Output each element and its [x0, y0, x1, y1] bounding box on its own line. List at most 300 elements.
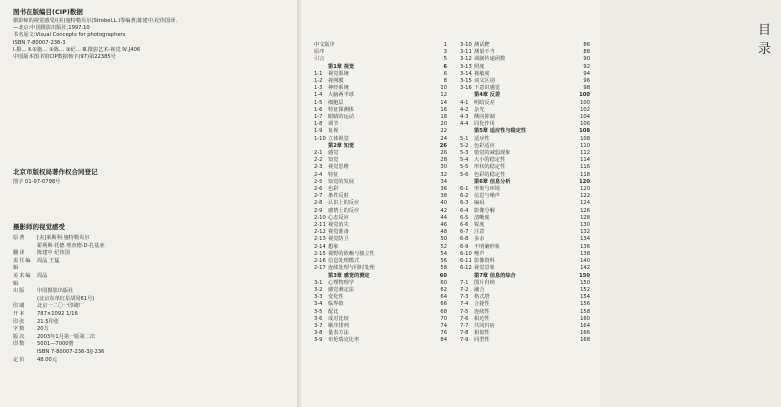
toc-entry [314, 236, 447, 243]
toc-entry [314, 49, 447, 56]
toc-page-number: 54 [440, 250, 447, 257]
toc-entry-title: 眼睛的运动 [328, 114, 354, 121]
toc-entry-title: 立体视觉 [328, 135, 349, 142]
toc-chapter [314, 64, 447, 71]
toc-number: 7-5 [460, 308, 469, 315]
colophon-label: 开本 [13, 310, 26, 317]
toc-page-number: 96 [583, 78, 590, 85]
toc-page-number: 134 [580, 236, 590, 243]
toc-entry-title: 第4章 反差 [474, 92, 501, 99]
toc-entry-title: 错觉的减弱现象 [474, 150, 511, 157]
toc-number: 3-9 [314, 337, 323, 344]
colophon-value: 陈建中 纪伟国 [37, 250, 70, 257]
toc-number: 7-4 [460, 301, 469, 308]
toc-entry [460, 164, 590, 171]
toc-entry-title: 量表方法 [328, 330, 349, 337]
toc-page-number: 100 [579, 92, 590, 99]
toc-entry-title: 条件反射 [328, 193, 349, 200]
colophon-value: ISBN 7-80007-236-3/J·236 [37, 348, 105, 355]
colophon-row [13, 311, 263, 319]
toc-page-number: 20 [440, 121, 447, 128]
toc-page-number: 150 [580, 279, 590, 286]
toc-entry-title: 临界值 [328, 301, 344, 308]
toc-entry-title: 同化作用 [474, 121, 495, 128]
toc-page-number: 28 [440, 157, 447, 164]
toc-number: 1-3 [314, 85, 323, 92]
toc-entry-title: 杂光 [474, 106, 485, 113]
toc-entry-title: 特征 [328, 171, 339, 178]
toc-number: 2-7 [314, 193, 323, 200]
toc-entry-title: 大脑两半球 [328, 92, 354, 99]
toc-page-number: 26 [439, 142, 447, 149]
toc-entry [460, 251, 590, 258]
page-gutter [297, 0, 303, 407]
toc-page-number: 42 [440, 207, 447, 214]
toc-page-number: 46 [440, 222, 447, 229]
toc-number: 3-15 [460, 78, 472, 85]
toc-page-number: 38 [440, 193, 447, 200]
book-title: 摄影师的视觉感受 [13, 223, 65, 231]
colophon-label: 版次 [13, 333, 26, 340]
toc-page-number: 16 [440, 106, 447, 113]
colophon-value: 21.5印张 [37, 318, 59, 325]
toc-entry-title: 信息与噪声 [474, 193, 500, 200]
toc-page-number: 156 [580, 301, 590, 308]
toc-page-number: 24 [440, 135, 447, 142]
toc-entry-title: 视野的依赖与独立性 [328, 250, 375, 257]
cip-line: ISBN 7-80007-236-3 [13, 39, 66, 46]
colophon-row [13, 319, 263, 327]
toc-number: 3-10 [460, 42, 472, 48]
toc-number: 3-1 [314, 279, 323, 286]
toc-entry-title: 明暗反差 [474, 99, 495, 106]
toc-page-number: 116 [580, 164, 590, 171]
toc-page-number: 92 [583, 63, 590, 70]
cip-block [13, 18, 288, 61]
toc-entry [460, 107, 590, 114]
toc-page-number: 5 [443, 56, 447, 63]
toc-page-number: 124 [580, 200, 590, 207]
toc-number [460, 273, 474, 280]
toc-number: 2-4 [314, 171, 323, 178]
toc-page-number: 30 [440, 164, 447, 171]
toc-page-number: 66 [440, 301, 447, 308]
toc-entry-title: 感觉测定法 [328, 286, 354, 293]
toc-number: 6-4 [460, 207, 469, 214]
toc-column-right [460, 42, 590, 345]
toc-page-number: 138 [580, 250, 590, 257]
colophon-label: 出版 [13, 288, 26, 295]
toc-entry-title: 相似性 [474, 330, 490, 337]
toc-number [460, 128, 474, 135]
toc-page-number: 12 [440, 92, 447, 99]
toc-page-number: 10 [440, 85, 447, 92]
toc-entry-title: 第5章 适应性与稳定性 [474, 128, 527, 135]
toc-entry-title: 第1章 视觉 [328, 63, 355, 70]
colophon-row [13, 235, 263, 243]
toc-entry-title: 视觉景象 [474, 265, 495, 272]
toc-entry-title: 影像资料 [474, 258, 495, 265]
copyright-page [0, 0, 300, 407]
toc-number: 2-3 [314, 164, 323, 171]
toc-page-number: 52 [440, 243, 447, 250]
cip-line: 书名原文:Visual Concepts for photographers [13, 32, 126, 39]
toc-entry-title: 视觉准备 [328, 229, 349, 236]
toc-entry-title: 图片归纳 [474, 279, 495, 286]
toc-number: 4-1 [460, 99, 469, 106]
toc-entry [314, 107, 447, 114]
toc-number: 2-6 [314, 186, 323, 193]
toc-page-number: 74 [440, 322, 447, 329]
toc-chapter [460, 128, 590, 135]
toc-entry [460, 316, 590, 323]
toc-page-number: 40 [440, 200, 447, 207]
cip-heading: 图书在版编目(CIP)数据 [13, 8, 83, 16]
toc-entry-title: 特征探测体 [328, 106, 354, 113]
toc-number: 2-13 [314, 236, 326, 243]
colophon-value: 中国摄影出版社 [37, 288, 74, 295]
toc-entry [314, 172, 447, 179]
toc-entry-title: 相近性 [474, 315, 490, 322]
toc-entry-title: 适应性 [474, 135, 490, 142]
toc-number: 4-4 [460, 121, 469, 128]
toc-entry-title: 大小的稳定性 [474, 157, 506, 164]
toc-entry-title: 调制传递函数 [474, 56, 506, 63]
toc-entry [314, 208, 447, 215]
toc-page-number: 152 [580, 286, 590, 293]
colophon-block [13, 235, 263, 364]
toc-number: 7-2 [460, 286, 469, 293]
registration-heading: 北京市版权局著作权合同登记 [13, 168, 98, 176]
colophon-label: 原著 [13, 235, 26, 241]
toc-page-number: 68 [440, 308, 447, 315]
toc-number: 5-3 [460, 150, 469, 157]
toc-page-number: 88 [583, 49, 590, 56]
toc-number: 6-9 [460, 243, 469, 250]
toc-chapter [314, 273, 447, 280]
toc-entry-title: 心理物理学 [328, 279, 354, 286]
toc-entry-title: 知觉 [328, 157, 339, 164]
toc-page-number: 140 [580, 258, 590, 265]
colophon-row [13, 250, 263, 258]
toc-entry-title: 第7章 信息的综合 [474, 272, 516, 279]
toc-entry [314, 309, 447, 316]
toc-number: 1-6 [314, 106, 323, 113]
toc-entry-title: 色彩适应 [474, 142, 495, 149]
colophon-value: (北京东单红星胡同61号) [37, 295, 95, 302]
toc-entry-title: 认识上的反应 [328, 200, 360, 207]
toc-entry [314, 71, 447, 78]
colophon-row [13, 258, 263, 273]
toc-number [460, 92, 474, 99]
cip-line: 中国版本图书馆CIP数据核字(97)第22385号 [13, 54, 116, 61]
toc-number: 5-4 [460, 157, 469, 164]
toc-number: 2-17 [314, 265, 326, 272]
toc-entry [460, 337, 590, 344]
toc-entry-title: 第3章 感觉的测定 [328, 272, 370, 279]
toc-page-number: 18 [440, 114, 447, 121]
toc-number: 7-7 [460, 322, 469, 329]
toc-chapter [314, 143, 447, 150]
toc-page-number: 108 [579, 128, 590, 135]
toc-entry [460, 244, 590, 251]
colophon-value: 周晶 王猛 [37, 257, 60, 264]
toc-entry [314, 42, 447, 49]
toc-page-number: 48 [440, 229, 447, 236]
toc-entry-title: 想象 [328, 243, 339, 250]
colophon-label: 字数 [13, 326, 26, 333]
toc-page-number: 164 [580, 322, 590, 329]
toc-entry-title: 心态反应 [328, 214, 349, 221]
toc-entry-title: 视网膜 [328, 78, 344, 85]
toc-entry [314, 164, 447, 171]
toc-number: 2-8 [314, 200, 323, 207]
toc-number: 4-3 [460, 114, 469, 121]
toc-entry-title: 共同归宿 [474, 322, 495, 329]
toc-page-number: 56 [440, 258, 447, 265]
toc-entry-title: 调节 [328, 121, 339, 128]
toc-page-number: 142 [580, 265, 590, 272]
toc-entry [314, 215, 447, 222]
toc-entry [460, 309, 590, 316]
toc-column-left [314, 42, 447, 345]
toc-page-number: 36 [440, 186, 447, 193]
toc-number: 5-2 [460, 142, 469, 149]
toc-entry-title: 编码 [474, 200, 485, 207]
toc-number: 3-5 [314, 308, 323, 315]
toc-page-number: 108 [580, 135, 590, 142]
toc-entry-title: 原序 [314, 49, 325, 56]
colophon-label: 印刷 [13, 303, 26, 310]
toc-entry-title: 视觉系统 [328, 70, 349, 77]
toc-entry-title: 感觉 [328, 150, 339, 157]
toc-number: 1-10 [314, 135, 326, 142]
toc-entry [460, 71, 590, 78]
toc-page-number: 1 [443, 42, 447, 48]
toc-page-number: 106 [580, 121, 590, 128]
toc-entry [460, 236, 590, 243]
toc-chapter [460, 179, 590, 186]
toc-number: 7-8 [460, 330, 469, 337]
cip-line: 摄影师的视觉感受/(美)施特勒贝尔(Strobel,L.)等编著;陈建中,纪伟国译. [13, 18, 178, 24]
toc-entry [314, 265, 447, 272]
toc-entry-title: 照度 [474, 63, 485, 70]
toc-page-number: 168 [580, 337, 590, 344]
toc-number [314, 273, 328, 280]
toc-chapter [460, 273, 590, 280]
toc-entry-title: 注意 [474, 229, 485, 236]
toc-entry [460, 172, 590, 179]
toc-page-number: 32 [440, 171, 447, 178]
toc-number: 3-7 [314, 322, 323, 329]
toc-entry [460, 64, 590, 71]
toc-number: 7-3 [460, 294, 469, 301]
toc-number: 3-13 [460, 63, 472, 70]
toc-page-number: 70 [440, 315, 447, 322]
toc-entry [460, 280, 590, 287]
toc-entry-title: 视觉思维 [328, 164, 349, 171]
colophon-label: 翻译 [13, 250, 26, 257]
toc-entry-title: 信息处理模式 [328, 258, 360, 265]
toc-number: 3-12 [460, 56, 472, 63]
toc-entry-title: 知觉的发展 [328, 178, 354, 185]
toc-page-number: 136 [580, 243, 590, 250]
toc-number: 7-9 [460, 337, 469, 344]
toc-page-number: 126 [580, 207, 590, 214]
toc-number: 3-6 [314, 315, 323, 322]
toc-number: 3-3 [314, 294, 323, 301]
toc-page-number: 120 [580, 186, 590, 193]
toc-page-number: 130 [580, 222, 590, 229]
toc-entry-title: 影像分解 [474, 207, 495, 214]
toc-entry-title: 合拢性 [474, 301, 490, 308]
toc-entry-title: 视觉消失 [328, 222, 349, 229]
toc-entry [460, 208, 590, 215]
toc-number: 1-1 [314, 70, 323, 77]
toc-number: 6-1 [460, 186, 469, 193]
toc-entry-title: 不明确形象 [474, 243, 500, 250]
toc-page-number: 102 [580, 106, 590, 113]
toc-entry-title: 噪声 [474, 250, 485, 257]
toc-entry-title: 中文版序 [314, 42, 335, 48]
toc-number: 5-6 [460, 171, 469, 178]
toc-entry-title: 形状的稳定性 [474, 164, 506, 171]
toc-page-number: 122 [580, 193, 590, 200]
toc-entry [460, 265, 590, 272]
toc-page-number: 44 [440, 214, 447, 221]
toc-number: 7-1 [460, 279, 469, 286]
toc-number: 2-14 [314, 243, 326, 250]
toc-number: 1-8 [314, 121, 323, 128]
cip-line: Ⅰ.摄… Ⅱ.①施… ②陈… ③纪… Ⅲ.摄影艺术-视觉 Ⅳ.J406 [13, 46, 141, 53]
toc-entry-title: 色彩 [328, 186, 339, 193]
toc-entry-title: 清晰度 [474, 214, 490, 221]
toc-number: 3-14 [460, 70, 472, 77]
toc-entry-title: 测量不当 [474, 49, 495, 56]
toc-entry-title: 测试靶 [474, 42, 490, 48]
toc-number: 3-2 [314, 286, 323, 293]
toc-number: 2-1 [314, 150, 323, 157]
toc-page-number: 118 [580, 171, 590, 178]
toc-number: 3-8 [314, 330, 323, 337]
toc-entry [314, 280, 447, 287]
toc-entry-title: 引言 [314, 56, 325, 63]
toc-number [460, 179, 474, 186]
colophon-value: 周晶 [37, 272, 48, 279]
toc-entry-title: 成对比较 [328, 315, 349, 322]
toc-page-number: 150 [579, 272, 590, 279]
toc-number: 6-7 [460, 229, 469, 236]
toc-entry-title: 连续性 [474, 308, 490, 315]
toc-page-number: 100 [580, 99, 590, 106]
toc-entry-title: 锐度 [474, 222, 485, 229]
toc-entry [460, 56, 590, 63]
toc-entry [460, 136, 590, 143]
colophon-row [13, 288, 263, 296]
colophon-value: [美]莱斯利·施特勒贝尔 [37, 235, 90, 241]
toc-entry [314, 200, 447, 207]
toc-number: 2-11 [314, 222, 326, 229]
toc-page-number: 64 [440, 294, 447, 301]
toc-entry-title: 顺序排列 [328, 322, 349, 329]
toc-title: 目录 [758, 23, 781, 57]
colophon-label: 美术编辑 [13, 272, 32, 287]
toc-page-number: 94 [583, 70, 590, 77]
colophon-value: 48.00元 [37, 356, 58, 363]
toc-entry-title: 形象与环境 [474, 186, 500, 193]
cip-line: —北京:中国摄影出版社,1997.10 [13, 25, 90, 32]
toc-page-number: 76 [440, 330, 447, 337]
toc-chapter [460, 92, 590, 99]
colophon-value: 2003年1月第一版第二次 [37, 333, 96, 340]
toc-entry [460, 100, 590, 107]
toc-page-number: 26 [440, 150, 447, 157]
toc-page-number: 62 [440, 286, 447, 293]
toc-page-number: 14 [440, 99, 447, 106]
toc-number: 6-5 [460, 214, 469, 221]
toc-page-number: 8 [443, 78, 447, 85]
colophon-row [13, 341, 263, 349]
toc-number: 4-2 [460, 106, 469, 113]
colophon-label [13, 349, 37, 357]
toc-page-number: 154 [580, 294, 590, 301]
toc-page-number: 128 [580, 214, 590, 221]
toc-page-number: 90 [583, 56, 590, 63]
toc-page-number: 98 [583, 85, 590, 92]
toc-page-number: 34 [440, 178, 447, 185]
colophon-row [13, 273, 263, 288]
toc-entry-title: 变化性 [328, 294, 344, 301]
toc-number: 3-16 [460, 85, 472, 92]
toc-page-number: 120 [579, 178, 590, 185]
toc-number: 2-2 [314, 157, 323, 164]
toc-number: 2-12 [314, 229, 326, 236]
toc-entry-title: 神经系统 [328, 85, 349, 92]
toc-number: 5-1 [460, 135, 469, 142]
toc-page-number: 84 [440, 337, 447, 344]
colophon-value: 北京一二〇一印刷厂 [37, 303, 84, 310]
toc-number: 6-8 [460, 236, 469, 243]
toc-entry-title: 连续处理与同时处理 [328, 265, 375, 272]
toc-page-number: 166 [580, 330, 590, 337]
toc-entry-title: 融合 [474, 286, 485, 293]
toc-page-number: 3 [443, 49, 447, 56]
toc-number: 1-5 [314, 99, 323, 106]
toc-entry [460, 200, 590, 207]
toc-number: 6-10 [460, 250, 472, 257]
toc-number: 6-12 [460, 265, 472, 272]
toc-number: 2-5 [314, 178, 323, 185]
toc-entry [460, 215, 590, 222]
toc-entry-title: 复视 [328, 128, 339, 135]
toc-number: 1-9 [314, 128, 323, 135]
toc-entry-title: 下意识感觉 [474, 85, 500, 92]
toc-page-number: 22 [440, 128, 447, 135]
toc-number: 1-4 [314, 92, 323, 99]
toc-entry-title: 细胞层 [328, 99, 344, 106]
toc-entry [314, 301, 447, 308]
colophon-row [13, 357, 263, 365]
toc-number: 2-15 [314, 250, 326, 257]
toc-number: 2-9 [314, 207, 323, 214]
colophon-row [13, 326, 263, 334]
toc-page-number: 110 [580, 142, 590, 149]
toc-page-number: 132 [580, 229, 590, 236]
toc-number: 5-5 [460, 164, 469, 171]
toc-entry-title: 感情上的反应 [328, 207, 360, 214]
toc-number: 6-11 [460, 258, 472, 265]
registration-number: 图字 01-97-0798号 [13, 179, 61, 185]
